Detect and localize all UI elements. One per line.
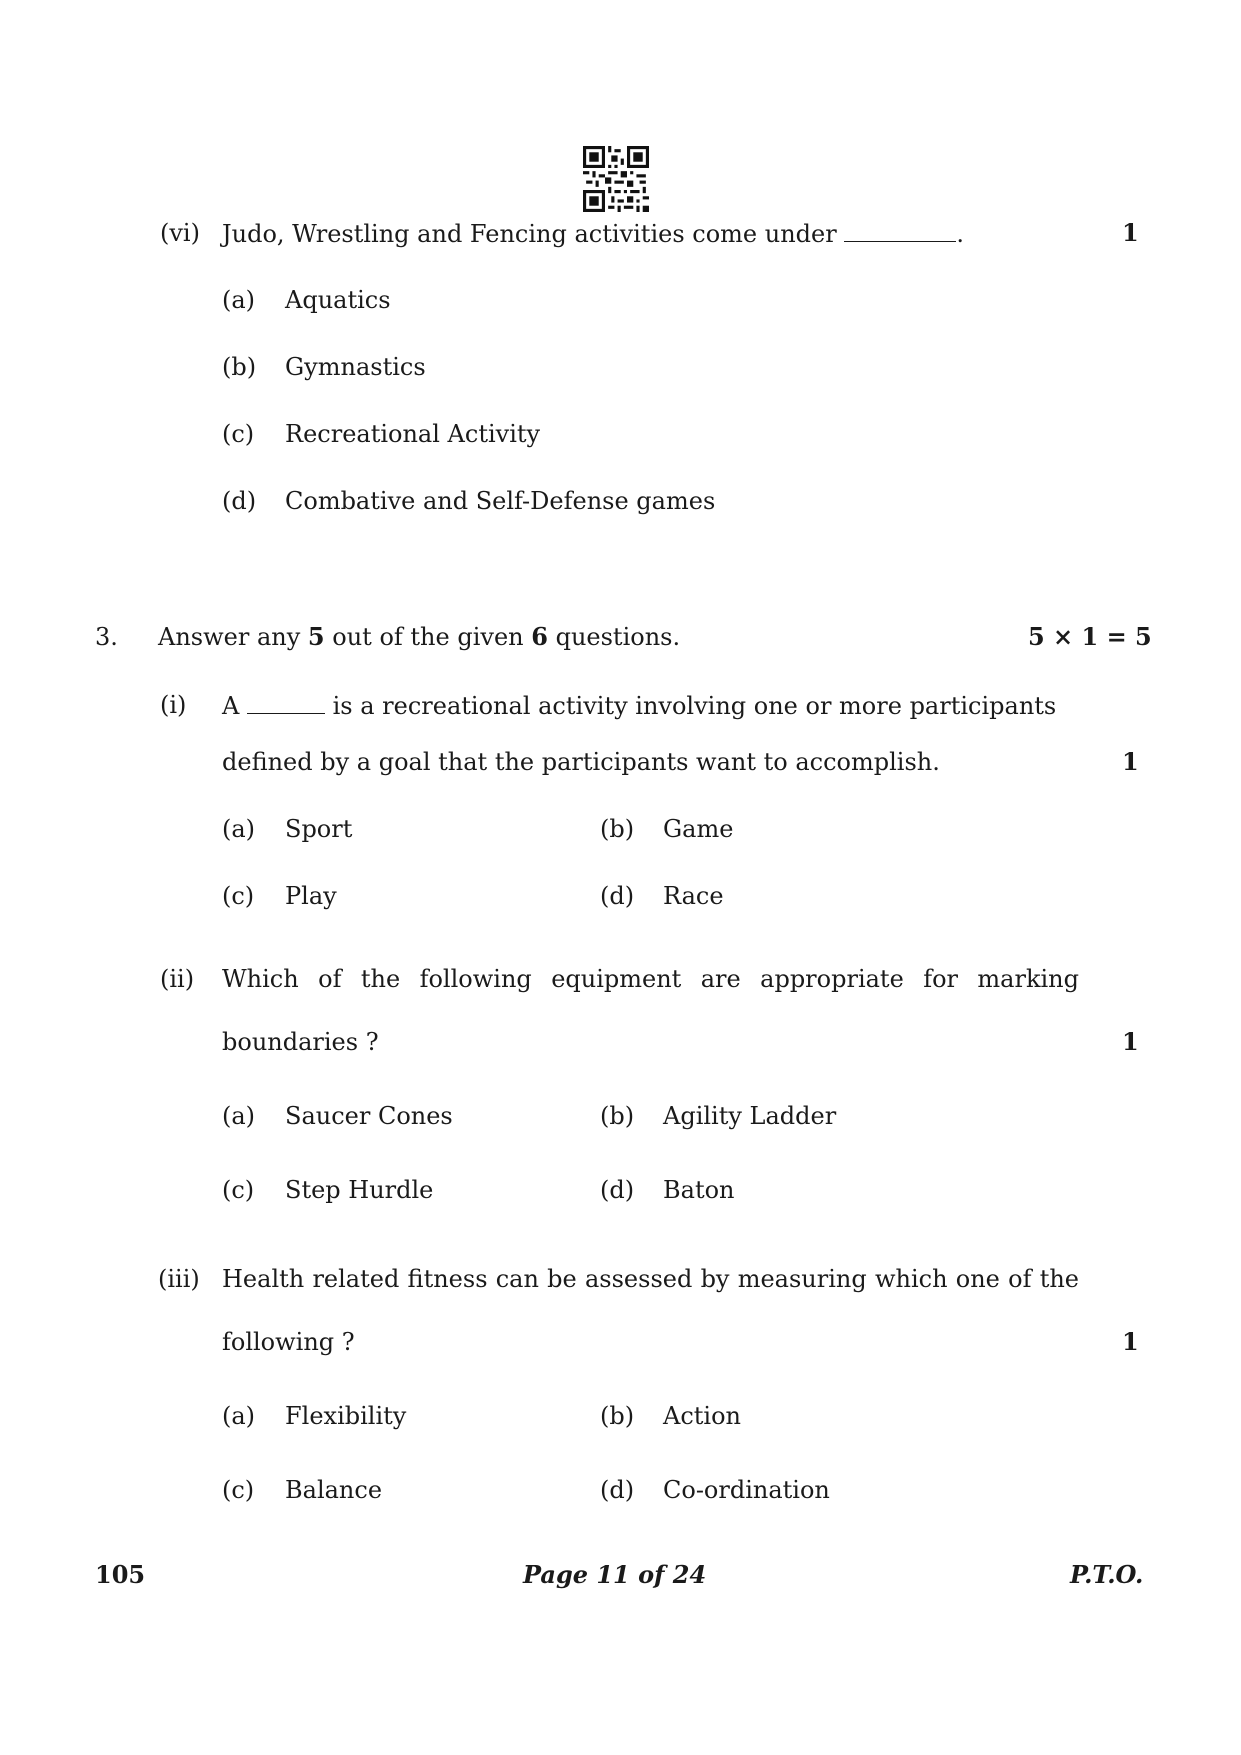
question-3-ii-number: (ii)	[160, 965, 195, 993]
question-3-marks: 5 × 1 = 5	[1028, 622, 1152, 651]
option-text: Game	[663, 815, 734, 843]
option-text: Aquatics	[285, 286, 391, 314]
option-text: Race	[663, 882, 724, 910]
option-label: (b)	[600, 1102, 635, 1130]
option-label: (d)	[600, 1176, 635, 1204]
question-3-ii-line2: boundaries ?	[222, 1028, 379, 1056]
question-marks: 1	[1122, 1027, 1139, 1056]
option-text: Flexibility	[285, 1402, 407, 1430]
instruction-text: questions.	[555, 623, 681, 651]
option-text: Gymnastics	[285, 353, 426, 381]
question-marks: 1	[1122, 747, 1139, 776]
option-text: Step Hurdle	[285, 1176, 434, 1204]
option-label: (d)	[600, 882, 635, 910]
fill-blank	[844, 221, 956, 242]
pto-label: P.T.O.	[1070, 1560, 1144, 1589]
page-number: Page 11 of 24	[523, 1560, 707, 1589]
question-marks: 1	[1122, 218, 1139, 247]
question-text: A	[222, 692, 240, 720]
option-text: Baton	[663, 1176, 735, 1204]
option-label: (d)	[600, 1476, 635, 1504]
instruction-number: 6	[531, 622, 548, 651]
question-2-vi-text	[222, 221, 964, 246]
question-2-vi-number: (vi)	[160, 219, 200, 247]
option-label: (a)	[222, 1402, 256, 1430]
option-label: (a)	[222, 1102, 256, 1130]
instruction-text: out of the given	[332, 623, 524, 651]
option-text: Play	[285, 882, 337, 910]
fill-blank	[247, 693, 325, 714]
option-text: Recreational Activity	[285, 420, 541, 448]
question-3-i-number: (i)	[160, 691, 187, 719]
qr-code-icon	[583, 146, 649, 212]
question-3-instruction	[158, 622, 681, 651]
option-text: Co-ordination	[663, 1476, 830, 1504]
question-text: is a recreational activity involving one or more participants	[332, 692, 1057, 720]
question-3-iii-line1: Health related fitness can be assessed by measuring which one of the	[222, 1265, 1079, 1293]
paper-code: 105	[95, 1560, 146, 1589]
option-text: Agility Ladder	[663, 1102, 837, 1130]
question-3-iii-line2: following ?	[222, 1328, 355, 1356]
option-label: (b)	[600, 1402, 635, 1430]
question-text-end: .	[956, 220, 964, 248]
option-label: (a)	[222, 815, 256, 843]
option-text: Action	[663, 1402, 741, 1430]
question-3-i-line1	[222, 693, 1056, 718]
question-3-ii-line1: Which of the following equipment are appropriate for marking	[222, 965, 1079, 993]
option-label: (b)	[600, 815, 635, 843]
question-3-number: 3.	[95, 623, 118, 651]
option-text: Combative and Self-Defense games	[285, 487, 716, 515]
option-label: (c)	[222, 1476, 255, 1504]
option-label: (c)	[222, 420, 255, 448]
option-label: (d)	[222, 487, 257, 515]
option-text: Balance	[285, 1476, 383, 1504]
option-text: Saucer Cones	[285, 1102, 453, 1130]
option-label: (b)	[222, 353, 257, 381]
option-label: (c)	[222, 1176, 255, 1204]
option-label: (a)	[222, 286, 256, 314]
question-text: Judo, Wrestling and Fencing activities come under	[222, 220, 837, 248]
question-marks: 1	[1122, 1327, 1139, 1356]
instruction-number: 5	[307, 622, 325, 651]
option-text: Sport	[285, 815, 353, 843]
question-3-iii-number: (iii)	[158, 1265, 200, 1293]
option-label: (c)	[222, 882, 255, 910]
question-3-i-line2: defined by a goal that the participants want to accomplish.	[222, 748, 940, 776]
instruction-text: Answer any	[158, 623, 301, 651]
